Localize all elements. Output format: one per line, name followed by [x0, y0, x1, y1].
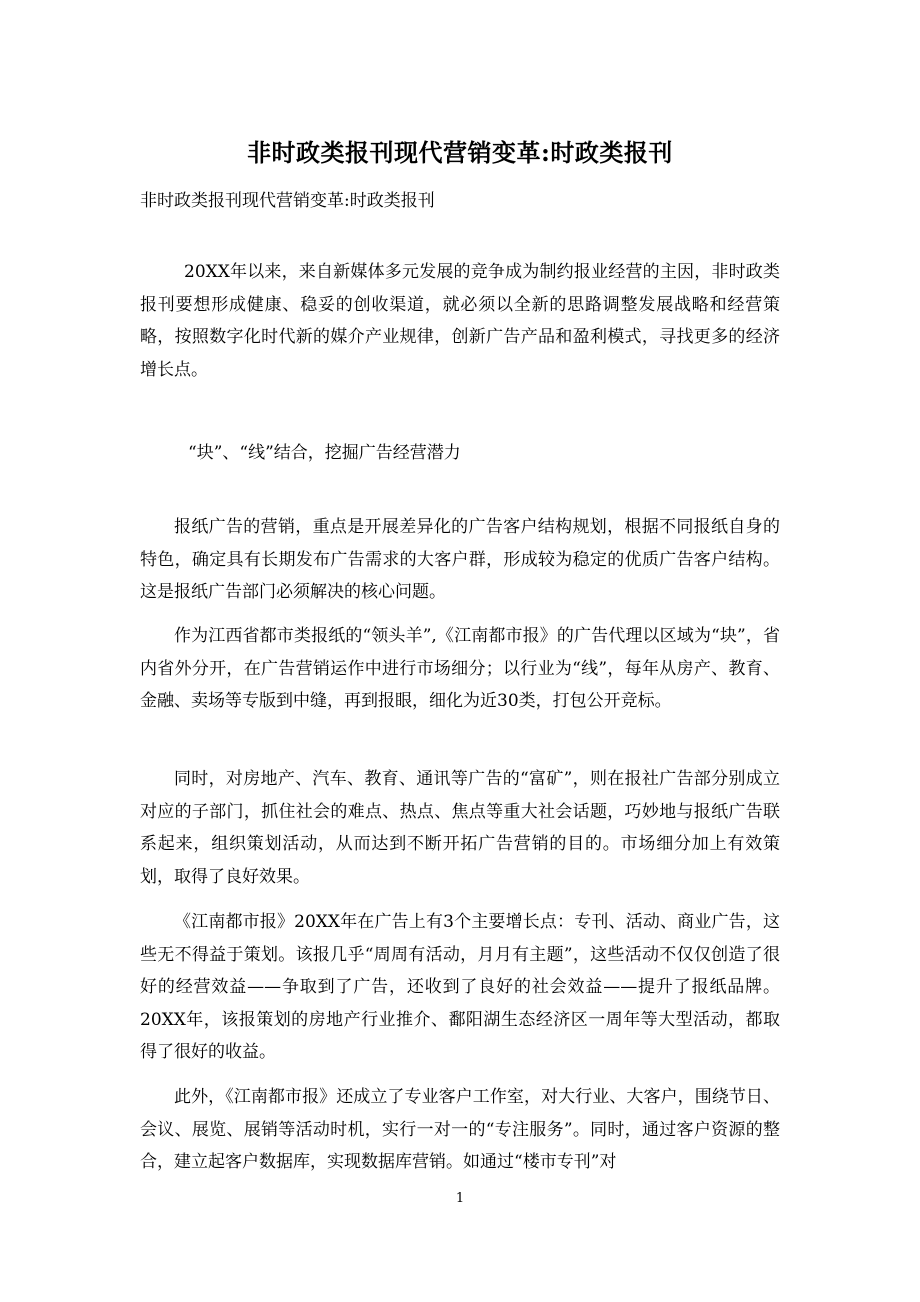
document-subtitle: 非时政类报刊现代营销变革:时政类报刊: [140, 191, 435, 211]
paragraph-growth-points: 《江南都市报》20XX年在广告上有3个主要增长点：专刊、活动、商业广告，这些无不得益于策划。该报几乎“周周有活动，月月有主题”，这些活动不仅仅创造了很好的经营效益——争取到了广告，还收到了良好的社会效益——提升了报纸品牌。20XX年，该报策划的房地产行业推介、鄱阳湖生态经济区一周年等大型活动，都取得了很好的收益。: [140, 912, 780, 1062]
paragraph-intro: 20XX年以来，来自新媒体多元发展的竞争成为制约报业经营的主因，非时政类报刊要想形成健康、稳妥的创收渠道，就必须以全新的思路调整发展战略和经营策略，按照数字化时代新的媒介产业规律，创新广告产品和盈利模式，寻找更多的经济增长点。: [140, 262, 780, 380]
paragraph-ad-marketing: 报纸广告的营销，重点是开展差异化的广告客户结构规划，根据不同报纸自身的特色，确定具有长期发布广告需求的大客户群，形成较为稳定的优质广告客户结构。这是报纸广告部门必须解决的核心问题。: [140, 517, 780, 602]
document-title: 非时政类报刊现代营销变革:时政类报刊: [247, 138, 673, 167]
paragraph-subdepartments: 同时，对房地产、汽车、教育、通讯等广告的“富矿”，则在报社广告部分别成立对应的子部门，抓住社会的难点、热点、焦点等重大社会话题，巧妙地与报纸广告联系起来，组织策划活动，从而达到不断开拓广告营销的目的。市场细分加上有效策划，取得了良好效果。: [140, 769, 780, 887]
paragraph-jiangnan-blocks-lines: 作为江西省都市类报纸的“领头羊”,《江南都市报》的广告代理以区域为“块”，省内省外分开，在广告营销运作中进行市场细分；以行业为“线”，每年从房产、教育、金融、卖场等专版到中缝，再到报眼，细化为近30类，打包公开竞标。: [140, 626, 780, 711]
paragraph-client-studio: 此外，《江南都市报》还成立了专业客户工作室，对大行业、大客户，围绕节日、会议、展览、展销等活动时机，实行一对一的“专注服务”。同时，通过客户资源的整合，建立起客户数据库，实现数据库营销。如通过“楼市专刊”对: [140, 1087, 780, 1172]
page-number: 1: [455, 1191, 465, 1206]
section-heading: “块”、“线”结合，挖掘广告经营潜力: [188, 443, 461, 463]
